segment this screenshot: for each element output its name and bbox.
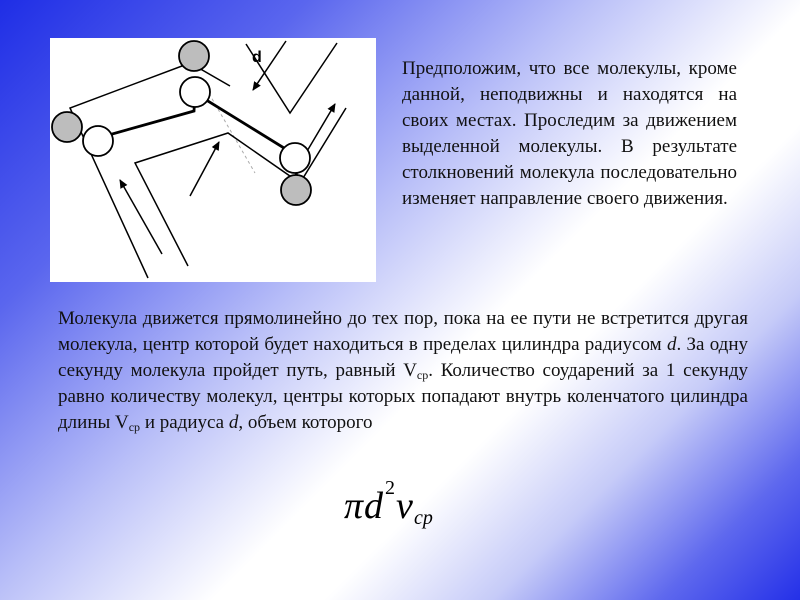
explanation-part-3: . Количество соударений за 1 секунду равно количеству молекул, центры которых попадают внутрь коленчатого цилиндра длины V xyxy=(58,360,748,433)
explanation-part-1: Молекула движется прямолинейно до тех пор, пока на ее пути не встретится другая молекула, центр которой будет находиться в пределах цилиндра радиусом xyxy=(58,308,748,355)
arrow-middle xyxy=(190,142,219,196)
moving-molecule-top xyxy=(180,77,210,107)
explanation-part-5: , объем которого xyxy=(238,412,373,433)
formula-v: v xyxy=(396,485,413,527)
formula-subscript: ср xyxy=(414,507,433,529)
velocity-subscript-1: ср xyxy=(416,368,429,382)
explanation-paragraph xyxy=(58,306,748,436)
diagram-svg xyxy=(50,38,376,282)
formula-exponent: 2 xyxy=(385,477,395,499)
arrow-incoming xyxy=(120,180,162,254)
radius-variable-d: d xyxy=(666,334,677,355)
explanation-part-4: и радиуса xyxy=(140,412,229,433)
formula-d: d xyxy=(364,485,383,527)
explanation-part-2: . За одну секунду молекула пройдет путь, равный V xyxy=(58,334,748,381)
formula-pi: π xyxy=(344,485,364,527)
volume-formula xyxy=(344,474,464,534)
stationary-molecule-right xyxy=(281,175,311,205)
moving-molecule-right xyxy=(280,143,310,173)
moving-molecule-left xyxy=(83,126,113,156)
distance-label: d xyxy=(252,49,262,66)
stationary-molecule-left xyxy=(52,112,82,142)
formula-svg xyxy=(344,474,464,534)
molecule-path-diagram xyxy=(50,38,376,282)
stationary-molecule-top xyxy=(179,41,209,71)
radius-variable-d-2: d xyxy=(228,412,239,433)
cylinder-inner-boundary xyxy=(135,108,346,266)
velocity-subscript-2: ср xyxy=(128,420,141,434)
intro-paragraph: Предположим, что все молекулы, кроме данной, неподвижны и находятся на своих местах. Проследим за движением выделенной молекулы. В результате столкновений молекула последовательно изменяет направление своего движения. xyxy=(402,58,737,209)
